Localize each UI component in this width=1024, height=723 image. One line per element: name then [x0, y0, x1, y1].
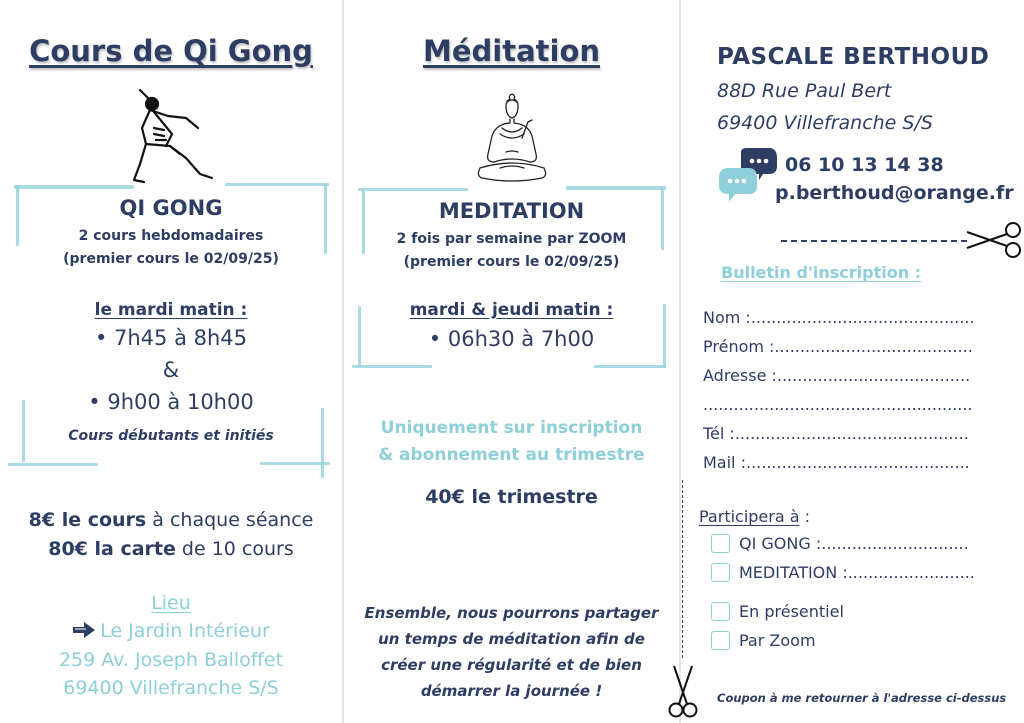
meditation-time-1: • 06h30 à 7h00: [428, 327, 595, 351]
frame-stroke: [225, 183, 329, 186]
form-field-prenom: Prénom :.......................................: [703, 337, 973, 356]
form-field-nom: Nom :............................................: [703, 308, 975, 327]
meditation-quote-1: Ensemble, nous pourrons partager: [364, 604, 659, 622]
meditation-frequency: 2 fois par semaine par ZOOM: [396, 231, 627, 247]
form-field-tel: Tél :..............................................: [703, 424, 969, 443]
qigong-level: Cours débutants et initiés: [68, 428, 274, 444]
meditation-quote-3: créer une régularité et de bien: [381, 656, 642, 674]
form-title: Bulletin d'inscription :: [721, 263, 922, 282]
checkbox-zoom[interactable]: [711, 631, 730, 650]
meditation-column: [344, 0, 679, 723]
qigong-ampersand: &: [162, 358, 180, 382]
coupon-note: Coupon à me retourner à l'adresse ci-dessus: [717, 691, 1007, 705]
meditation-quote-4: démarrer la journée !: [420, 682, 603, 700]
meditation-first-course: (premier cours le 02/09/25): [403, 254, 620, 270]
frame-stroke: [358, 188, 468, 191]
lieu-street: 259 Av. Joseph Balloffet: [58, 649, 284, 671]
price-card-text: de 10 cours: [175, 538, 294, 560]
lieu-name-row: [0, 620, 342, 642]
form-field-mail: Mail :............................................: [703, 453, 970, 472]
qigong-schedule-heading: le mardi matin :: [94, 300, 248, 320]
meditation-quote-2: un temps de méditation afin de: [378, 630, 645, 648]
frame-stroke: [260, 462, 330, 465]
meditation-box-heading: MEDITATION: [438, 199, 585, 223]
chat-bubbles-icon: [719, 148, 779, 204]
lieu-city: 69400 Villefranche S/S: [63, 677, 279, 699]
option-presentiel: En présentiel: [739, 602, 844, 621]
participera-label: Participera à: [699, 507, 800, 526]
meditation-notice-1: Uniquement sur inscription: [380, 418, 643, 438]
qigong-first-course: (premier cours le 02/09/25): [63, 251, 279, 267]
qigong-column: [0, 0, 342, 723]
checkbox-meditation[interactable]: [711, 563, 730, 582]
arrow-right-icon: [72, 621, 96, 639]
contact-city: 69400 Villefranche S/S: [717, 112, 933, 134]
cut-line-horizontal: [781, 240, 967, 242]
qigong-frequency: 2 cours hebdomadaires: [78, 228, 264, 244]
qigong-title: Cours de Qi Gong: [29, 34, 313, 68]
lieu-name: Le Jardin Intérieur: [100, 620, 270, 642]
lieu-label: Lieu: [151, 592, 191, 614]
option-zoom: Par Zoom: [739, 631, 816, 650]
option-qigong: QI GONG :.............................: [739, 534, 969, 553]
frame-stroke: [8, 463, 98, 466]
scissors-icon: [965, 220, 1023, 260]
meditation-notice-2: & abonnement au trimestre: [378, 445, 645, 465]
scissors-icon: [668, 664, 698, 720]
checkbox-presentiel[interactable]: [711, 602, 730, 621]
form-participera: [699, 507, 810, 526]
form-field-adresse: Adresse :......................................: [703, 366, 971, 385]
price-card-amount: 80€ la carte: [48, 538, 176, 560]
checkbox-qigong[interactable]: [711, 534, 730, 553]
participera-colon: :: [799, 507, 811, 526]
qigong-time-1: • 7h45 à 8h45: [94, 326, 248, 350]
cut-line-vertical: [682, 480, 683, 658]
frame-stroke: [352, 365, 432, 368]
contact-column: [681, 0, 1024, 723]
meditation-price: 40€ le trimestre: [425, 486, 598, 508]
buddha-icon: [472, 92, 552, 184]
frame-stroke: [14, 185, 134, 189]
frame-stroke: [594, 365, 666, 368]
contact-street: 88D Rue Paul Bert: [717, 80, 892, 102]
meditation-schedule-heading: mardi & jeudi matin :: [409, 300, 614, 320]
option-meditation: MEDITATION :.........................: [739, 563, 975, 582]
price-single-amount: 8€ le cours: [28, 509, 147, 531]
contact-phone: 06 10 13 14 38: [785, 154, 944, 176]
qigong-time-2: • 9h00 à 10h00: [88, 390, 254, 414]
contact-email: p.berthoud@orange.fr: [775, 182, 1014, 204]
qigong-box-heading: QI GONG: [119, 196, 223, 220]
frame-stroke: [566, 186, 666, 190]
qigong-price-card: [0, 538, 342, 560]
qigong-price-single: [0, 509, 342, 531]
contact-name: PASCALE BERTHOUD: [717, 44, 990, 70]
form-field-adresse-2: .....................................................: [703, 395, 973, 414]
price-single-text: à chaque séance: [146, 509, 314, 531]
meditation-title: Méditation: [422, 34, 601, 68]
tai-chi-figure-icon: [120, 88, 220, 188]
